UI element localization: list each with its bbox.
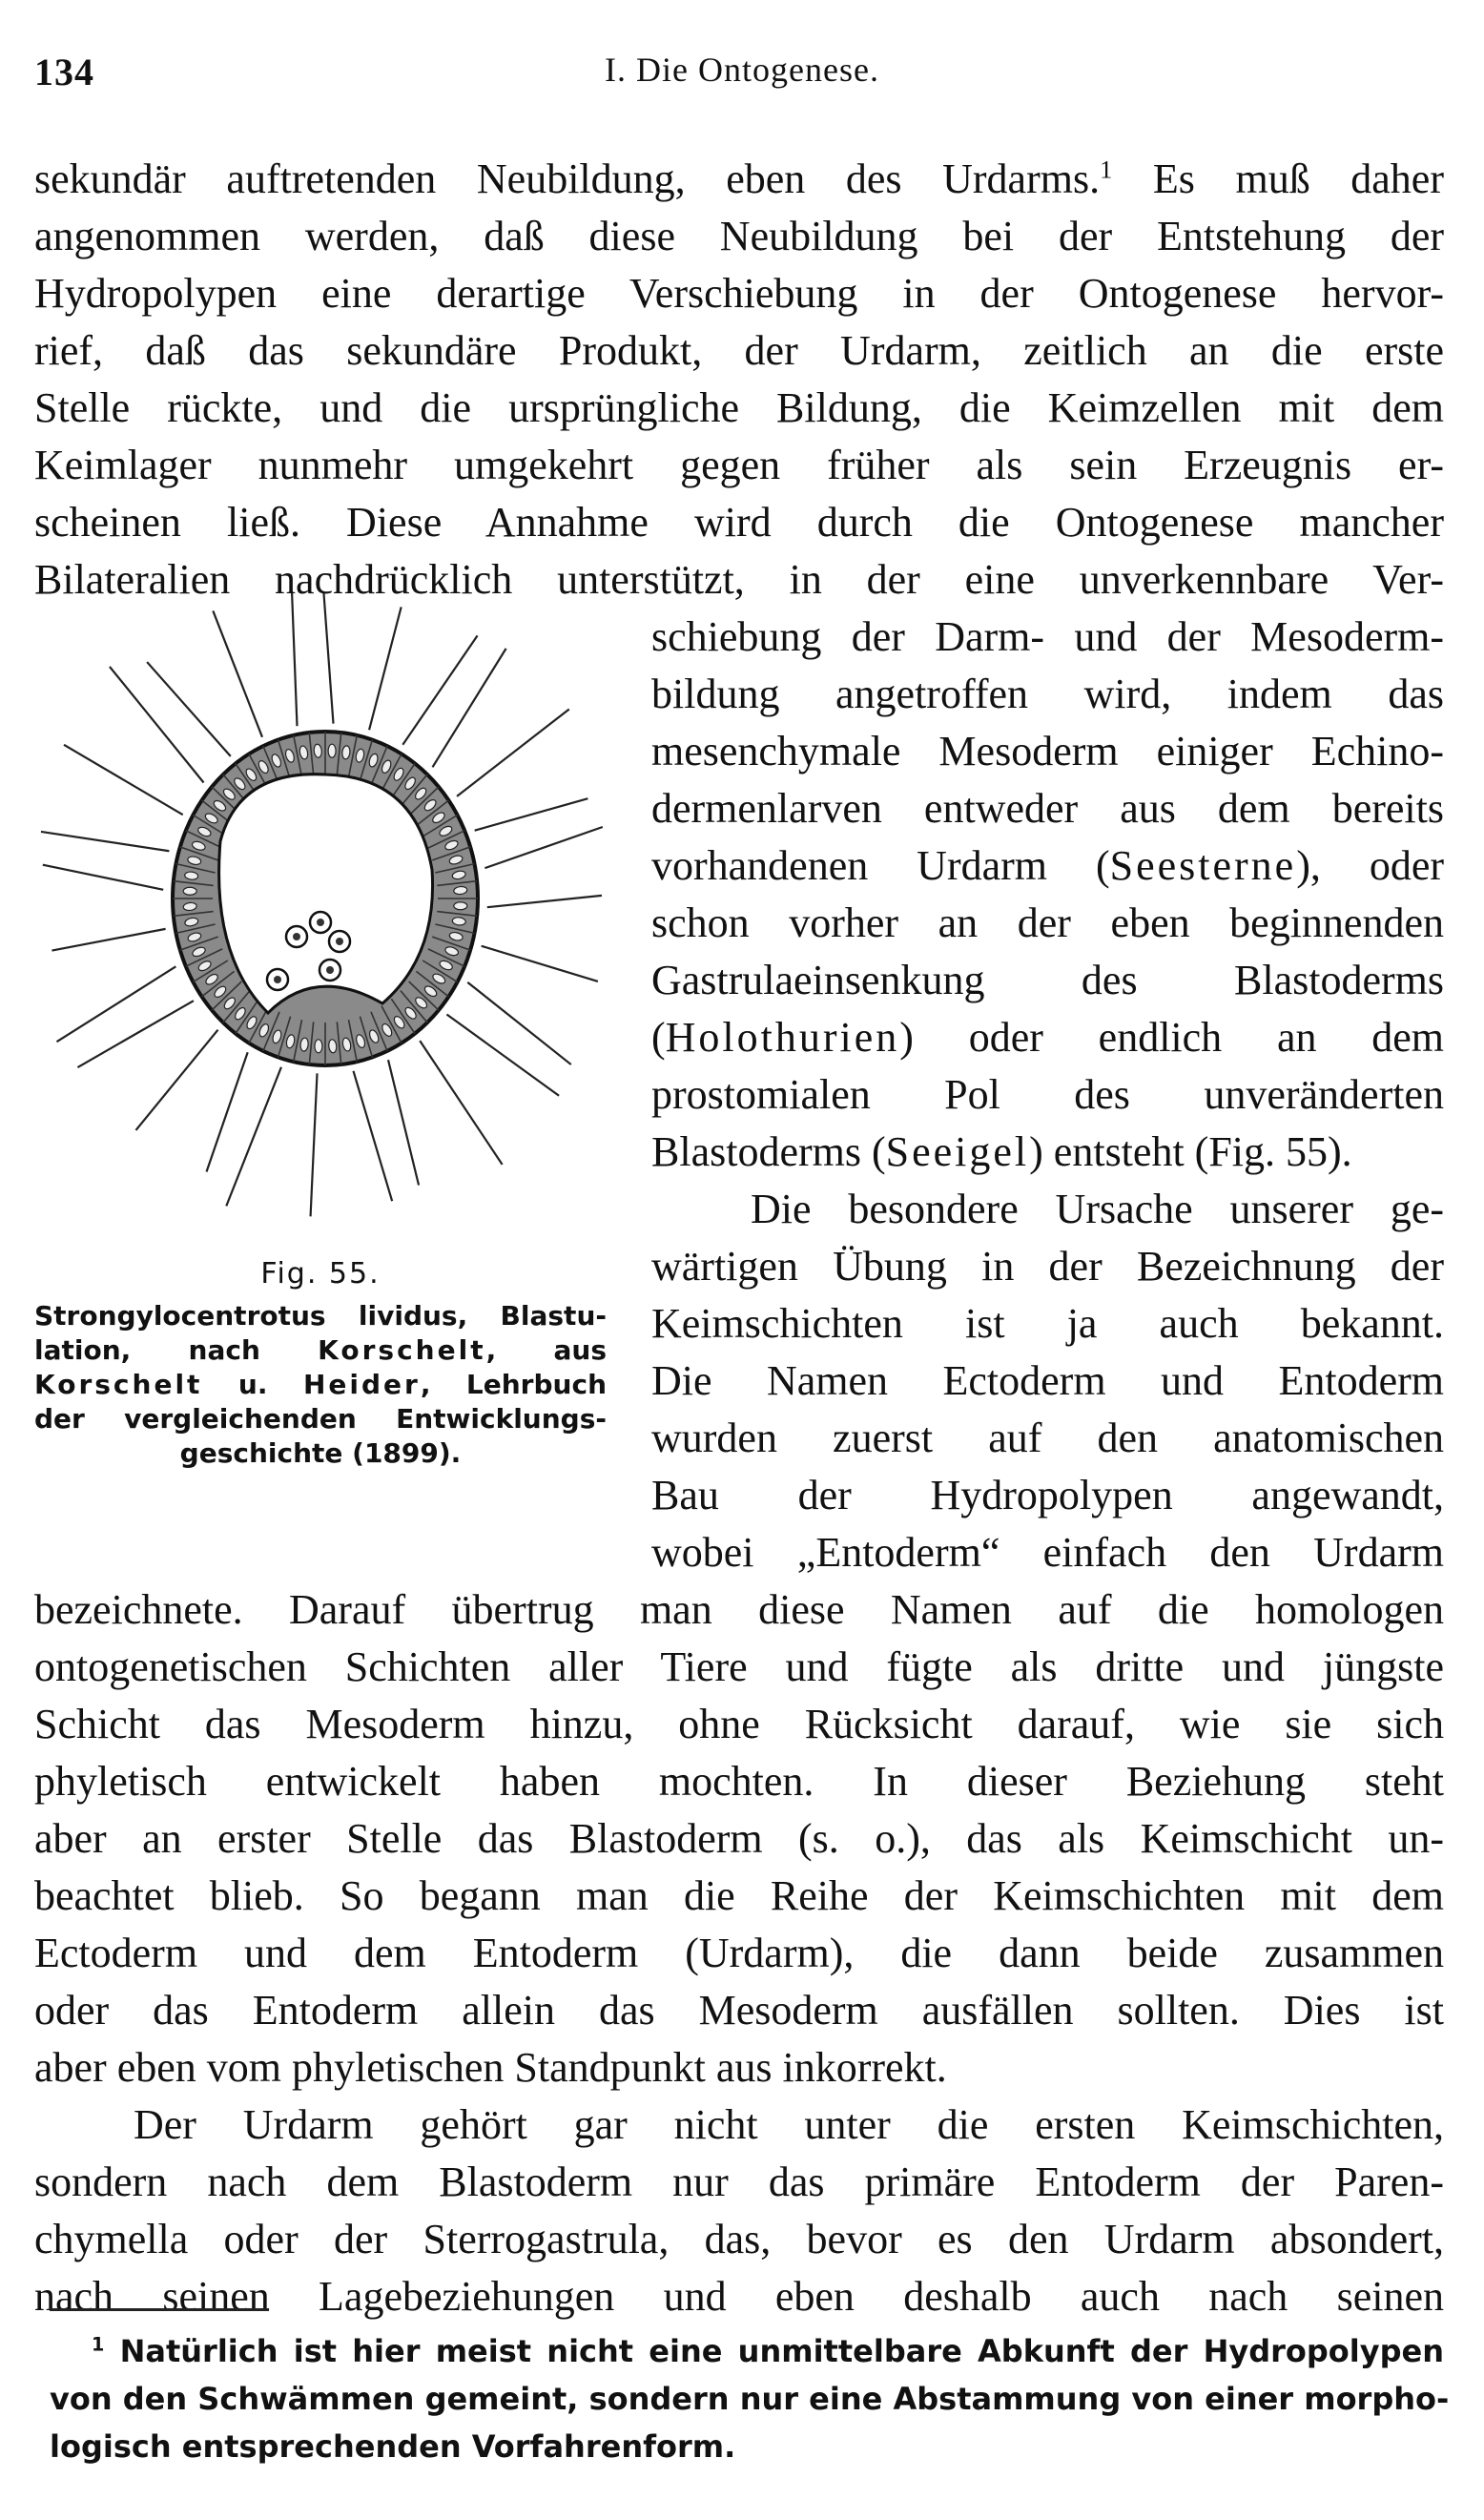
body-line: schiebung der Darm- und der Mesoderm- (651, 613, 1444, 660)
cilium-line (484, 827, 602, 868)
caption-line: geschichte (1899). (179, 1437, 462, 1469)
cilium-line (457, 709, 569, 795)
page-header (34, 50, 1450, 107)
body-line: Die besondere Ursache unserer ge- (751, 1186, 1444, 1232)
cilium-line (56, 966, 175, 1042)
body-line: sekundär auftretenden Neubildung, eben des Urdarms.$^1$ Es muß daher (34, 155, 1444, 202)
body-line: wurden zuerst auf den anatomischen (651, 1415, 1444, 1461)
body-line: prostomialen Pol des unveränderten (651, 1071, 1444, 1118)
body-line: Schicht das Mesoderm hinzu, ohne Rücksicht darauf, wie sie sich (34, 1701, 1444, 1747)
cilium-line (110, 667, 204, 783)
footnote-reference: 1 (1100, 155, 1113, 184)
cilium-line (369, 607, 402, 730)
body-line: Bilateralien nachdrücklich unterstützt, in der eine unverkennbare Ver- (34, 556, 1444, 603)
caption-line: der vergleichenden Entwicklungs- (34, 1403, 607, 1435)
body-line: angenommen werden, daß diese Neubildung bei der Entstehung der (34, 213, 1444, 259)
cilium-line (52, 929, 165, 951)
body-line: wobei „Entoderm“ einfach den Urdarm (651, 1529, 1444, 1576)
body-line: oder das Entoderm allein das Mesoderm ausfällen sollten. Dies ist (34, 1987, 1444, 2034)
footnote-line: $^1$ Natürlich ist hier meist nicht eine unmittelbare Abkunft der Hydropolypen (92, 2333, 1444, 2369)
body-line: Gastrulaeinsenkung des Blastoderms (651, 957, 1444, 1003)
cell-nucleus (315, 1040, 322, 1053)
cilium-line (41, 832, 169, 851)
body-line: vorhandenen Urdarm (Seesterne), oder (651, 842, 1444, 889)
mesenchyme-nucleus (293, 933, 300, 940)
body-line: rief, daß das sekundäre Produkt, der Urdarm, zeitlich an die erste (34, 327, 1444, 374)
cilium-line (433, 649, 506, 767)
mesenchyme-nucleus (326, 966, 334, 974)
caption-line: lation, nach Korschelt, aus (34, 1334, 607, 1366)
figure-55 (34, 593, 635, 1242)
body-line: scheinen ließ. Diese Annahme wird durch die Ontogenese mancher (34, 499, 1444, 546)
cilium-line (482, 946, 598, 981)
body-line: mesenchymale Mesoderm einiger Echino- (651, 728, 1444, 775)
caption-line: Korschelt u. Heider, Lehrbuch (34, 1369, 607, 1400)
mesenchyme-nucleus (274, 976, 281, 983)
body-line: ontogenetischen Schichten aller Tiere und fügte als dritte und jüngste (34, 1643, 1444, 1690)
footnote-divider (50, 2308, 269, 2311)
footnote-line: logisch entsprechenden Vorfahrenform. (50, 2428, 736, 2465)
cilium-line (64, 745, 183, 815)
running-head: I. Die Ontogenese. (605, 51, 879, 89)
cilium-line (147, 662, 231, 756)
cilium-line (467, 982, 570, 1064)
body-line: phyletisch entwickelt haben mochten. In dieser Beziehung steht (34, 1758, 1444, 1805)
body-line: bildung angetroffen wird, indem das (651, 671, 1444, 717)
footnote-marker: 1 (92, 2333, 105, 2356)
cell-nucleus (454, 902, 467, 910)
cilium-line (487, 896, 602, 907)
cilium-line (311, 1073, 318, 1216)
cell-nucleus (183, 887, 196, 895)
cilium-line (292, 593, 298, 726)
mesenchyme-nucleus (317, 919, 324, 926)
body-line: wärtigen Übung in der Bezeichnung der (651, 1243, 1444, 1290)
cilium-line (388, 1060, 419, 1185)
cilium-line (77, 1001, 194, 1067)
cell-nucleus (328, 744, 336, 757)
cilium-line (207, 1052, 248, 1171)
cilium-line (475, 798, 588, 831)
body-line: nach seinen Lagebeziehungen und eben deshalb auch nach seinen (34, 2273, 1444, 2320)
figure-title: Fig. 55. (260, 1257, 381, 1291)
body-line: Keimschichten ist ja auch bekannt. (651, 1300, 1444, 1347)
body-line: Bau der Hydropolypen angewandt, (651, 1472, 1444, 1518)
body-line: bezeichnete. Darauf übertrug man diese Namen auf die homologen (34, 1586, 1444, 1633)
body-line: aber an erster Stelle das Blastoderm (s. o.), das als Keimschicht un- (34, 1815, 1444, 1862)
body-line: beachtet blieb. So begann man die Reihe der Keimschichten mit dem (34, 1872, 1444, 1919)
body-line: Blastoderms (Seeigel) entsteht (Fig. 55). (651, 1128, 1352, 1175)
body-line: schon vorher an der eben beginnenden (651, 899, 1444, 946)
cilium-line (213, 610, 262, 736)
page-number: 134 (34, 51, 94, 93)
body-line: Stelle rückte, und die ursprüngliche Bildung, die Keimzellen mit dem (34, 384, 1444, 431)
footnote-line: von den Schwämmen gemeint, sondern nur eine Abstammung von einer morpho- (50, 2381, 1450, 2417)
cilium-line (420, 1041, 502, 1165)
body-line: sondern nach dem Blastoderm nur das primäre Entoderm der Paren- (34, 2159, 1444, 2205)
cilium-line (135, 1030, 217, 1130)
cilium-line (402, 635, 477, 744)
body-line: (Holothurien) oder endlich an dem (651, 1014, 1444, 1061)
mesenchyme-nucleus (336, 938, 343, 945)
body-line: Ectoderm und dem Entoderm (Urdarm), die dann beide zusammen (34, 1930, 1444, 1976)
cilium-line (446, 1015, 559, 1096)
body-line: aber eben vom phyletischen Standpunkt aus inkorrekt. (34, 2044, 947, 2091)
body-line: Die Namen Ectoderm und Entoderm (651, 1357, 1444, 1404)
body-line: dermenlarven entweder aus dem bereits (651, 785, 1444, 832)
cilium-line (43, 865, 163, 890)
cilium-line (322, 593, 334, 724)
body-line: Keimlager nunmehr umgekehrt gegen früher als sein Erzeugnis er- (34, 442, 1444, 488)
blastula-illustration (34, 593, 635, 1242)
body-line: Hydropolypen eine derartige Verschiebung in der Ontogenese hervor- (34, 270, 1444, 317)
cilium-line (353, 1071, 392, 1201)
body-line: chymella oder der Sterrogastrula, das, bevor es den Urdarm absondert, (34, 2216, 1444, 2262)
caption-line: Strongylocentrotus lividus, Blastu- (34, 1300, 607, 1332)
body-line: Der Urdarm gehört gar nicht unter die ersten Keimschichten, (134, 2101, 1444, 2148)
